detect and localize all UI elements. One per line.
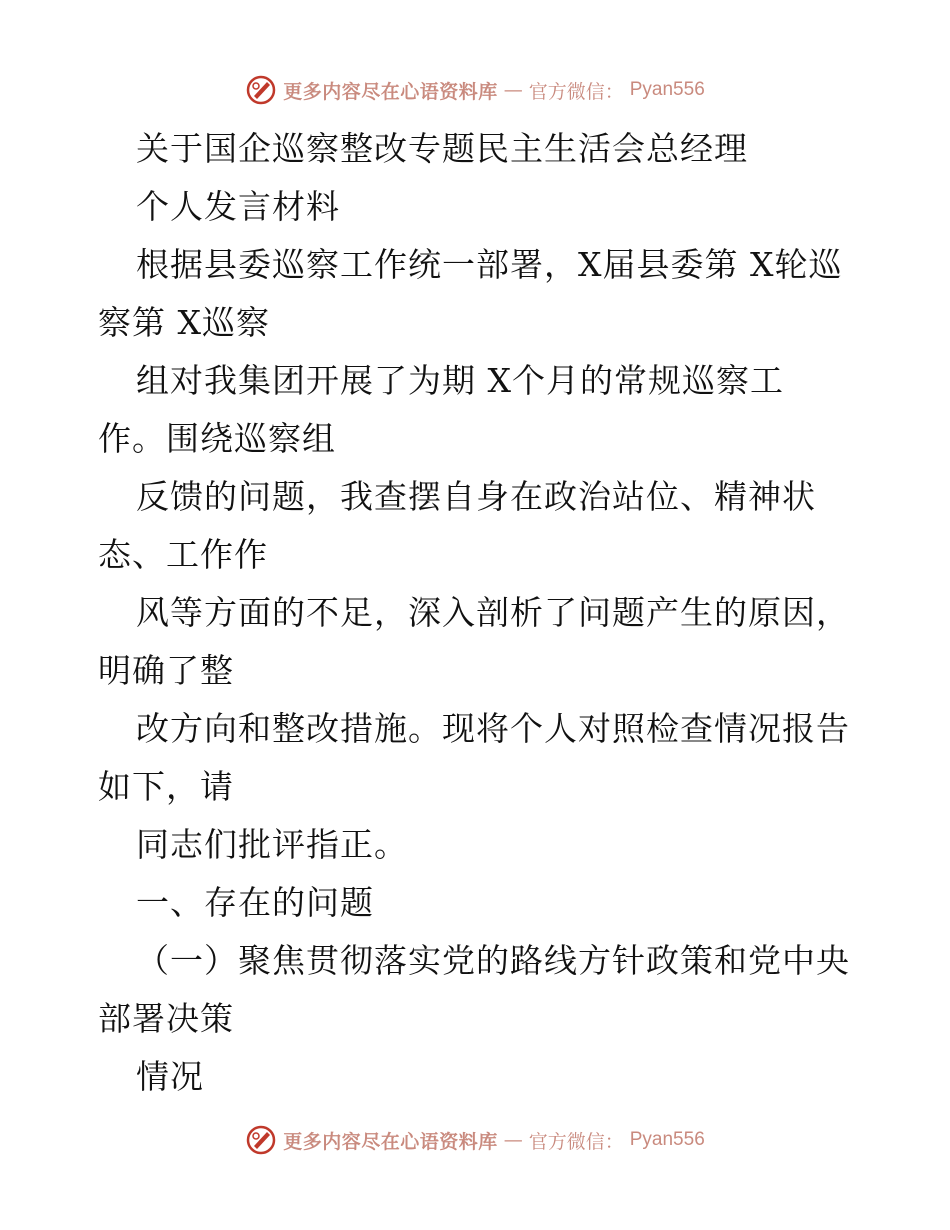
banner-separator: — [503,1129,523,1151]
paragraph-line: 风等方面的不足，深入剖析了问题产生的原因， [136,593,850,632]
paragraph-line: 反馈的问题，我查摆自身在政治站位、精神状 [136,477,816,516]
banner-wechat-label: 官方微信： [528,1130,624,1153]
brand-logo-icon [245,74,277,106]
banner-brand-text: 更多内容尽在心语资料库 [283,80,498,103]
paragraph-line: 改方向和整改措施。现将个人对照检查情况报告 [136,709,850,748]
banner-separator: — [503,79,523,101]
doc-title-line-1: 关于国企巡察整改专题民主生活会总经理 [136,129,748,168]
paragraph-line: 组对我集团开展了为期 X个月的常规巡察工 [136,361,784,400]
section-heading: 一、存在的问题 [136,883,374,922]
paragraph-line: 态、工作作 [98,535,268,574]
subsection-heading-cont: 情况 [136,1057,204,1096]
paragraph-line: 如下，请 [98,767,234,806]
banner-wechat-id: Pyan556 [629,1129,705,1150]
brand-logo-icon [245,1124,277,1156]
document-body [98,120,858,1106]
paragraph-line: 察第 X巡察 [98,303,270,342]
banner-wechat-label: 官方微信： [528,80,624,103]
paragraph-line: 明确了整 [98,651,234,690]
paragraph-line: 同志们批评指正。 [136,825,408,864]
subsection-heading: （一）聚焦贯彻落实党的路线方针政策和党中央 [136,941,850,980]
header-banner [0,72,950,108]
doc-title-line-2: 个人发言材料 [136,187,340,226]
paragraph-line: 根据县委巡察工作统一部署，X届县委第 X轮巡 [136,245,843,284]
footer-banner [0,1122,950,1158]
banner-wechat-id: Pyan556 [629,79,705,100]
banner-brand-text: 更多内容尽在心语资料库 [283,1130,498,1153]
paragraph-line: 作。围绕巡察组 [98,419,336,458]
subsection-heading-cont: 部署决策 [98,999,234,1038]
